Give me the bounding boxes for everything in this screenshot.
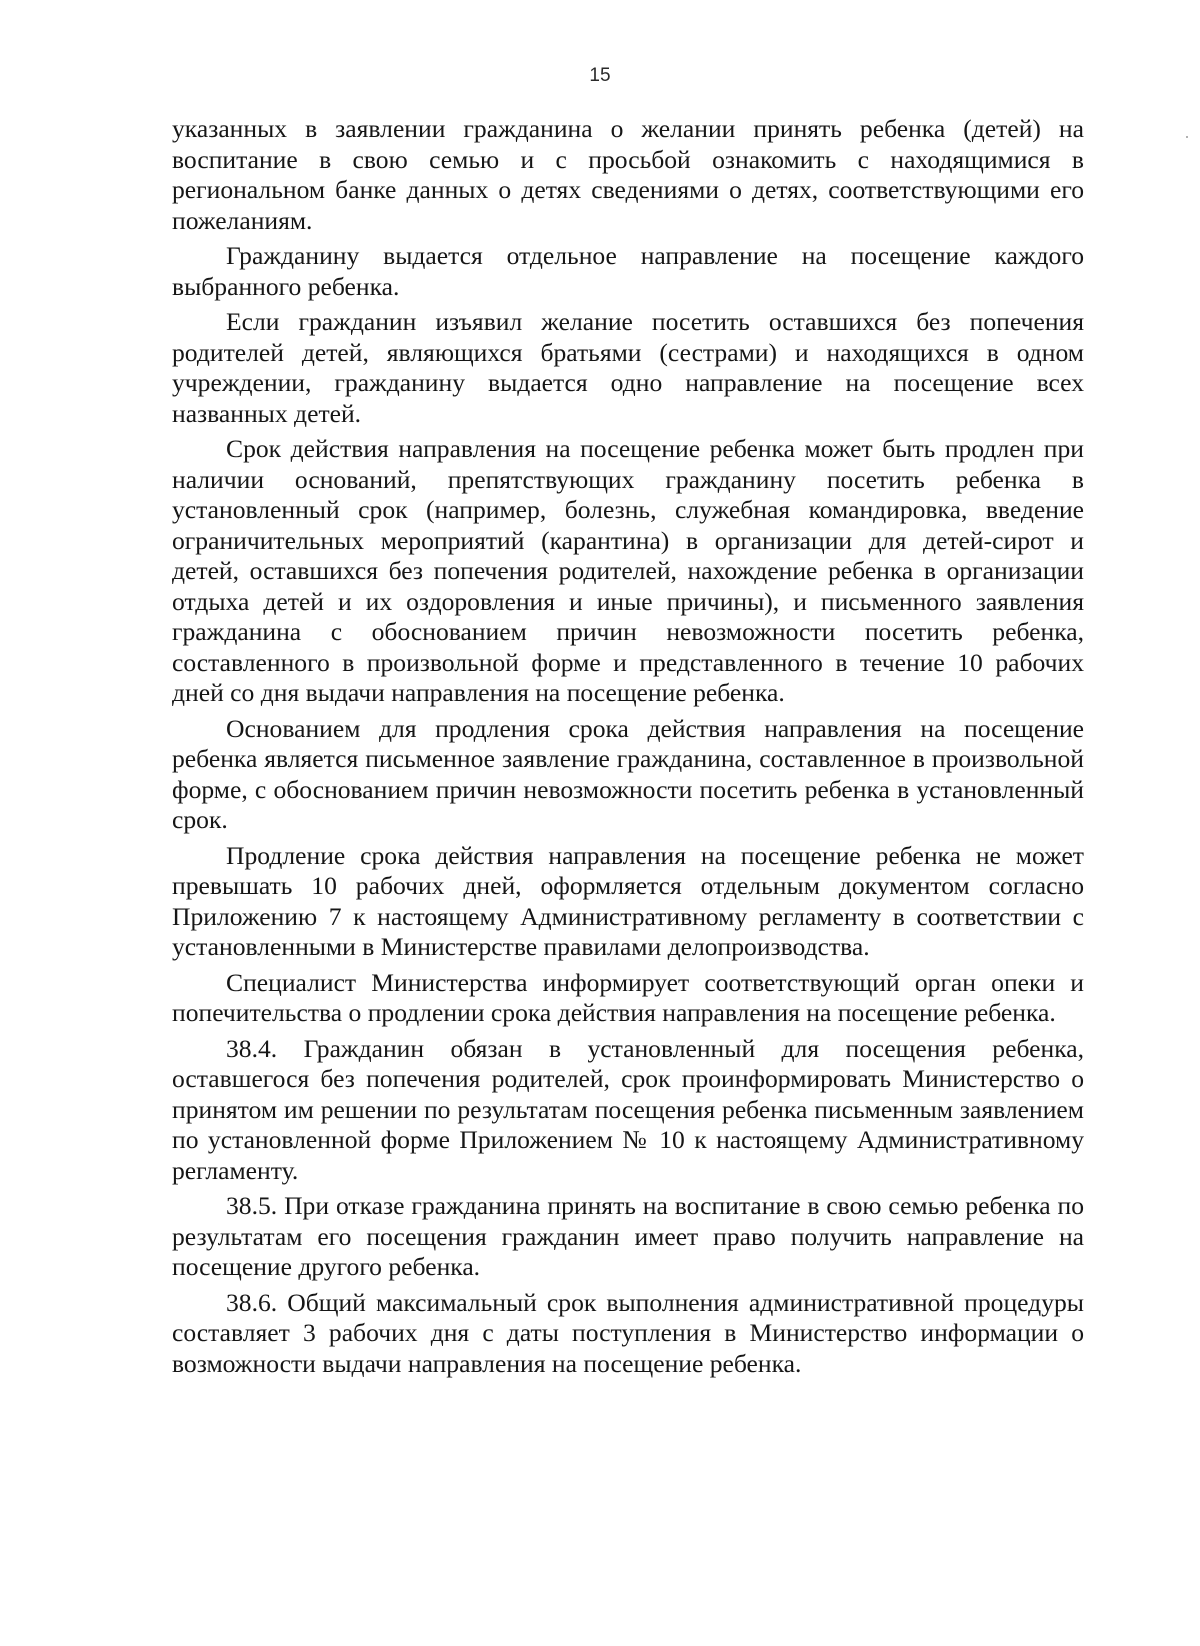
paragraph-extension-grounds: Основанием для продления срока действия направления на посещение ребенка является письменное заявление гражданина, составленное в произвольной форме, с обоснованием причин невозможности посетить ребенка в установленный срок. [172, 713, 1084, 834]
paragraph-38-4: 38.4. Гражданин обязан в установленный для посещения ребенка, оставшегося без попечения родителей, срок проинформировать Министерство о принятом им решении по результатам посещения ребенка письменным заявлением по установленной форме Приложением № 10 к настоящему Административному регламенту. [172, 1033, 1084, 1185]
paragraph-referral-extension: Срок действия направления на посещение ребенка может быть продлен при наличии оснований, препятствующих гражданину посетить ребенка в установленный срок (например, болезнь, служебная командировка, введение ограничительных мероприятий (карантина) в организации для детей-сирот и детей, оставшихся без попечения родителей, нахождение ребенка в организации отдыха детей и их оздоровления и иные причины), и письменного заявления гражданина с обоснованием причин невозможности посетить ребенка, составленного в произвольной форме и представленного в течение 10 рабочих дней со дня выдачи направления на посещение ребенка. [172, 434, 1084, 707]
paragraph-guardianship-notice: Специалист Министерства информирует соответствующий орган опеки и попечительства о продлении срока действия направления на посещение ребенка. [172, 967, 1084, 1027]
paragraph-siblings-referral: Если гражданин изъявил желание посетить оставшихся без попечения родителей детей, являющихся братьями (сестрами) и находящихся в одном учреждении, гражданину выдается одно направление на посещение всех названных детей. [172, 307, 1084, 428]
paragraph-38-5: 38.5. При отказе гражданина принять на воспитание в свою семью ребенка по результатам его посещения гражданин имеет право получить направление на посещение другого ребенка. [172, 1191, 1084, 1281]
document-body [172, 114, 1084, 1384]
paragraph-extension-limit: Продление срока действия направления на посещение ребенка не может превышать 10 рабочих дней, оформляется отдельным документом согласно Приложению 7 к настоящему Административному регламенту в соответствии с установленными в Министерстве правилами делопроизводства. [172, 840, 1084, 961]
paragraph-continuation: указанных в заявлении гражданина о желании принять ребенка (детей) на воспитание в свою семью и с просьбой ознакомить с находящимися в региональном банке данных о детях сведениями о детях, соответствующими его пожеланиям. [172, 114, 1084, 235]
scan-speck [1186, 136, 1188, 138]
page-number: 15 [589, 65, 611, 86]
paragraph-separate-referral: Гражданину выдается отдельное направление на посещение каждого выбранного ребенка. [172, 241, 1084, 301]
paragraph-38-6: 38.6. Общий максимальный срок выполнения административной процедуры составляет 3 рабочих дня с даты поступления в Министерство информации о возможности выдачи направления на посещение ребенка. [172, 1287, 1084, 1378]
